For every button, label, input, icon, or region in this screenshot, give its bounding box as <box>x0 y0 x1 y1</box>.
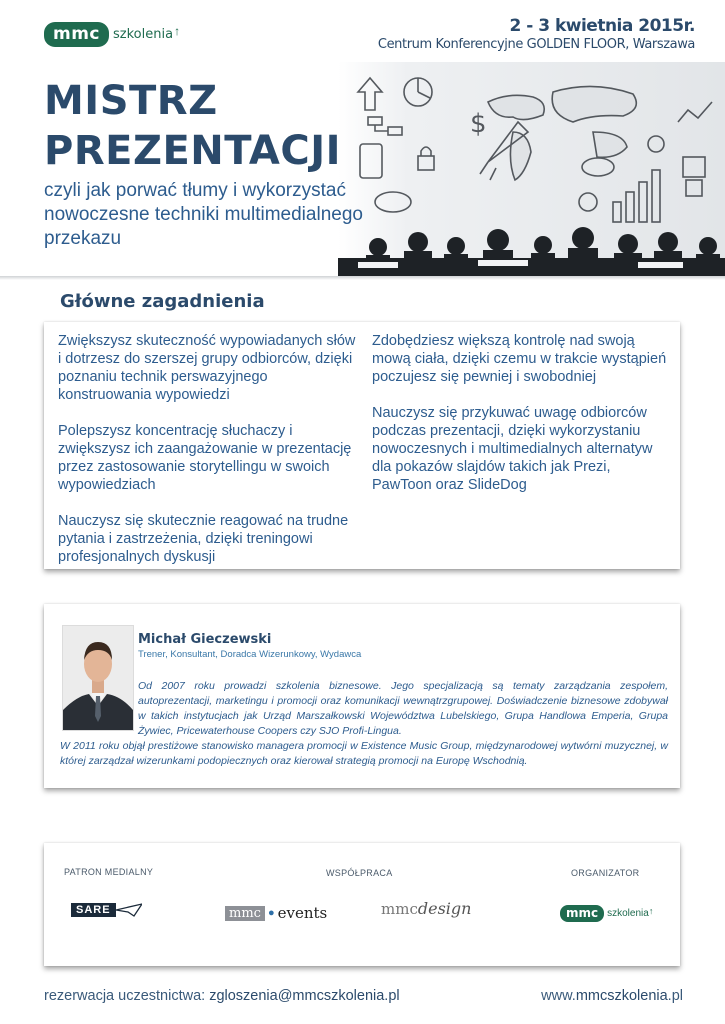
arrow-up-icon: ↑ <box>648 905 654 916</box>
trainer-photo <box>62 625 134 731</box>
mmc-design-mark: mmc <box>381 899 418 918</box>
mmc-events-word: events <box>277 904 328 922</box>
logo-pill: mmc <box>44 22 109 47</box>
website-domain: mmcszkolenia <box>575 988 668 1004</box>
svg-text:$: $ <box>470 109 487 139</box>
trainer-role: Trener, Konsultant, Doradca Wizerunkowy, Wydawca <box>138 649 362 660</box>
sare-logo <box>71 903 142 917</box>
topic-item: Polepszysz koncentrację słuchaczy i zwiększysz ich zaangażowanie w prezentację przez zastosowanie storytellingu w swoich wypowiedziach <box>58 423 352 493</box>
website-prefix: www. <box>541 988 576 1004</box>
mmc-szkolenia-logo <box>44 22 180 47</box>
trainer-bio: Od 2007 roku prowadzi szkolenia biznesowe. Jego specjalizacją są tematy zarządzania zespołem, autoprezentacji, marketingu i promocji oraz komunikacji wewnątrzgrupowej. Doświadczenie biznesowe zdobywał w takich instytucjach jak Urząd Marszałkowski Województwa Lubelskiego, Grupa Handlowa Emperia, Grupa Żywiec, Pricewaterhouse Coopers czy SJO Profi-Lingua. <box>138 680 668 737</box>
section-title: Główne zagadnienia <box>60 291 265 312</box>
mmc-design-logo <box>381 899 471 918</box>
event-date: 2 - 3 kwietnia 2015r. <box>509 16 695 36</box>
registration-label: rezerwacja uczestnictwa: <box>44 988 206 1004</box>
sare-wordmark: SARE <box>71 903 116 917</box>
topics-left-column <box>58 332 358 584</box>
mmc-events-mark: mmc <box>225 906 265 921</box>
organizer-logo <box>560 905 653 922</box>
page-subtitle: czyli jak porwać tłumy i wykorzystać nowoczesne techniki multimedialnego przekazu <box>44 180 363 249</box>
arrow-up-icon: ↑ <box>174 23 181 38</box>
registration-email-link[interactable]: zgloszenia@mmcszkolenia.pl <box>209 988 400 1004</box>
business-doodles-icon <box>338 62 725 276</box>
organizer-pill: mmc <box>560 905 604 922</box>
topic-item: Zwiększysz skuteczność wypowiadanych słów i dotrzesz do szerszej grupy odbiorców, dzięki poznaniu technik perswazyjnego konstruowania wypowiedzi <box>58 333 356 403</box>
partners-card <box>44 843 680 966</box>
website-link[interactable] <box>541 988 683 1004</box>
organizer-word: szkolenia <box>607 908 649 919</box>
topic-item: Nauczysz się przykuwać uwagę odbiorców podczas prezentacji, dzięki wykorzystaniu nowoczesnych i multimedialnych alternatyw dla pokazów slajdów takich jak Prezi, PawToon oraz SlideDog <box>372 405 653 493</box>
label-cooperation: WSPÓŁPRACA <box>326 868 393 878</box>
paper-plane-icon <box>116 903 142 917</box>
trainer-bio-continued: W 2011 roku objął prestiżowe stanowisko managera promocji w Existence Music Group, międzynarodowej wytwórni muzycznej, w której zarządzał wizerunkami podopiecznych oraz kierował strategią promocji na Europę Wschodnią. <box>60 740 668 767</box>
mmc-events-logo <box>225 904 327 922</box>
title-line-1: MISTRZ <box>44 78 218 124</box>
website-suffix: .pl <box>667 988 683 1004</box>
event-venue: Centrum Konferencyjne GOLDEN FLOOR, Warszawa <box>377 37 695 52</box>
mmc-design-word: design <box>417 899 472 918</box>
hero-divider <box>0 276 725 280</box>
topics-card <box>44 322 680 569</box>
person-portrait-icon <box>63 626 133 730</box>
topic-item: Nauczysz się skutecznie reagować na trudne pytania i zastrzeżenia, dzięki treningowi profesjonalnych dyskusji <box>58 513 349 565</box>
trainer-name: Michał Gieczewski <box>138 632 272 647</box>
topic-item: Zdobędziesz większą kontrolę nad swoją mową ciała, dzięki czemu w trakcie wystąpień poczujesz się pewniej i swobodniej <box>372 333 667 385</box>
registration-info <box>44 988 400 1004</box>
hero-illustration <box>338 62 725 276</box>
page-title <box>44 76 341 176</box>
event-info <box>378 16 695 52</box>
label-organizer: ORGANIZATOR <box>571 868 640 878</box>
topics-right-column <box>372 332 672 512</box>
title-line-2: PREZENTACJI <box>44 128 342 174</box>
logo-word: szkolenia <box>113 27 174 42</box>
label-patron: PATRON MEDIALNY <box>64 867 154 877</box>
dot-icon: ● <box>267 907 275 919</box>
trainer-card <box>44 604 680 788</box>
